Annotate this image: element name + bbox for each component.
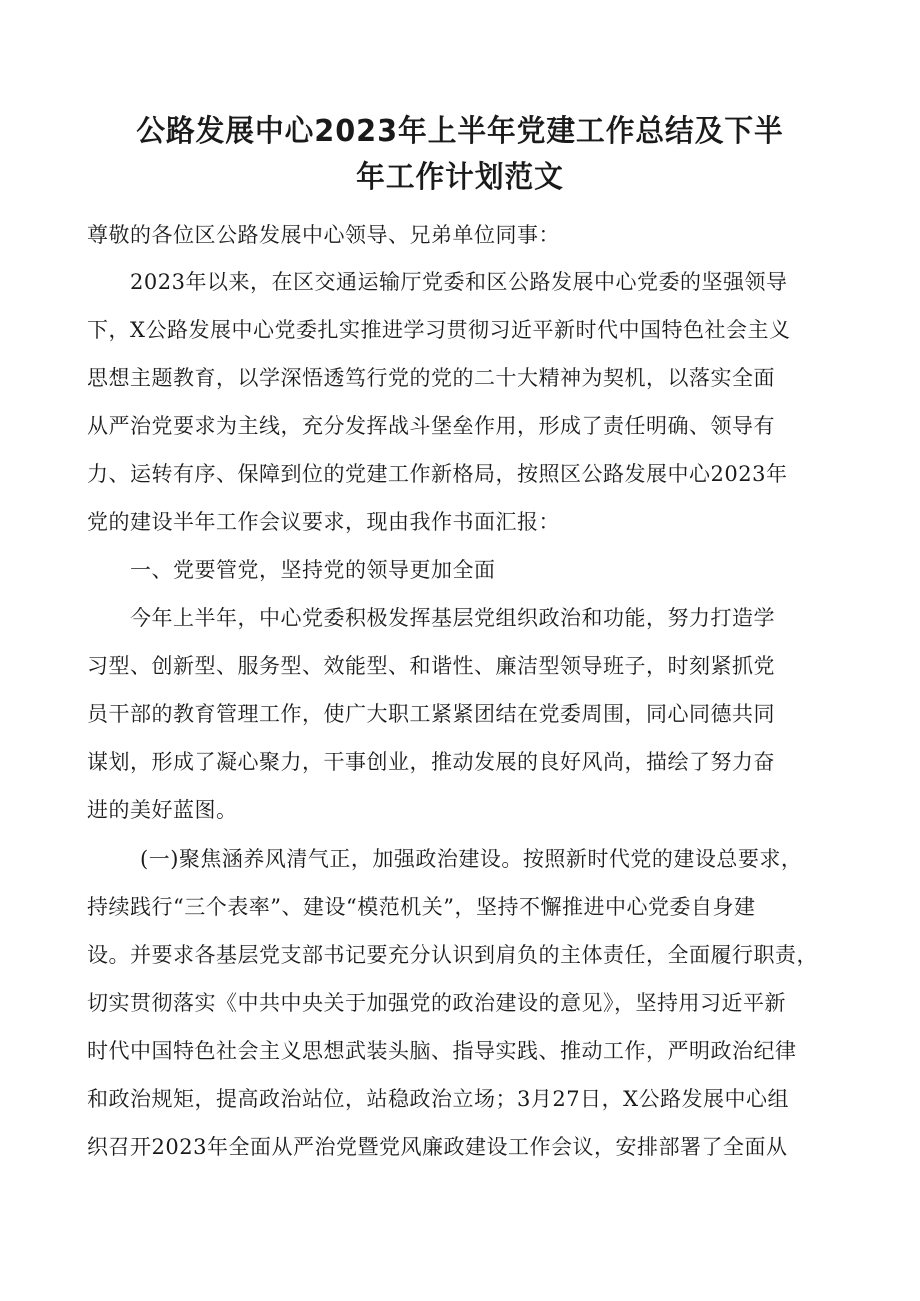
subsection1-line-2: 持续践行“三个表率”、建设“模范机关”，坚持不懈推进中心党委自身建 bbox=[87, 895, 756, 919]
intro-line-6: 党的建设半年工作会议要求，现由我作书面汇报： bbox=[87, 510, 560, 534]
section1-line-5: 进的美好蓝图。 bbox=[87, 798, 238, 822]
document-title-line-2: 年工作计划范文 bbox=[356, 160, 564, 195]
subsection1-line-5: 时代中国特色社会主义思想武装头脑、指导实践、推动工作，严明政治纪律 bbox=[87, 1039, 797, 1063]
subsection1-line-4: 切实贯彻落实《中共中央关于加强党的政治建设的意见》，坚持用习近平新 bbox=[87, 991, 786, 1015]
document-title-line-1: 公路发展中心2023年上半年党建工作总结及下半 bbox=[136, 114, 784, 149]
subsection1-line-1: (一)聚焦涵养风清气正，加强政治建设。按照新时代党的建设总要求， bbox=[140, 847, 803, 871]
section1-line-4: 谋划，形成了凝心聚力，干事创业，推动发展的良好风尚，描绘了努力奋 bbox=[87, 750, 775, 774]
section1-line-1: 今年上半年，中心党委积极发挥基层党组织政治和功能，努力打造学 bbox=[130, 606, 775, 630]
intro-line-3: 思想主题教育，以学深悟透笃行党的党的二十大精神为契机，以落实全面 bbox=[87, 366, 775, 390]
intro-line-1: 2023年以来，在区交通运输厅党委和区公路发展中心党委的坚强领导 bbox=[130, 270, 788, 294]
subsection1-line-6: 和政治规矩，提高政治站位，站稳政治立场；3月27日，X公路发展中心组 bbox=[87, 1087, 790, 1111]
intro-line-4: 从严治党要求为主线，充分发挥战斗堡垒作用，形成了责任明确、领导有 bbox=[87, 414, 775, 438]
section1-line-3: 员干部的教育管理工作，使广大职工紧紧团结在党委周围，同心同德共同 bbox=[87, 702, 775, 726]
section1-line-2: 习型、创新型、服务型、效能型、和谐性、廉洁型领导班子，时刻紧抓党 bbox=[87, 654, 775, 678]
salutation: 尊敬的各位区公路发展中心领导、兄弟单位同事： bbox=[87, 223, 560, 247]
subsection1-line-3: 设。并要求各基层党支部书记要充分认识到肩负的主体责任，全面履行职责， bbox=[87, 943, 818, 967]
section-heading-1: 一、党要管党，坚持党的领导更加全面 bbox=[130, 558, 496, 582]
subsection1-line-7: 织召开2023年全面从严治党暨党风廉政建设工作会议，安排部署了全面从 bbox=[87, 1135, 788, 1159]
intro-line-5: 力、运转有序、保障到位的党建工作新格局，按照区公路发展中心2023年 bbox=[87, 462, 788, 486]
intro-line-2: 下，X公路发展中心党委扎实推进学习贯彻习近平新时代中国特色社会主义 bbox=[87, 318, 791, 342]
